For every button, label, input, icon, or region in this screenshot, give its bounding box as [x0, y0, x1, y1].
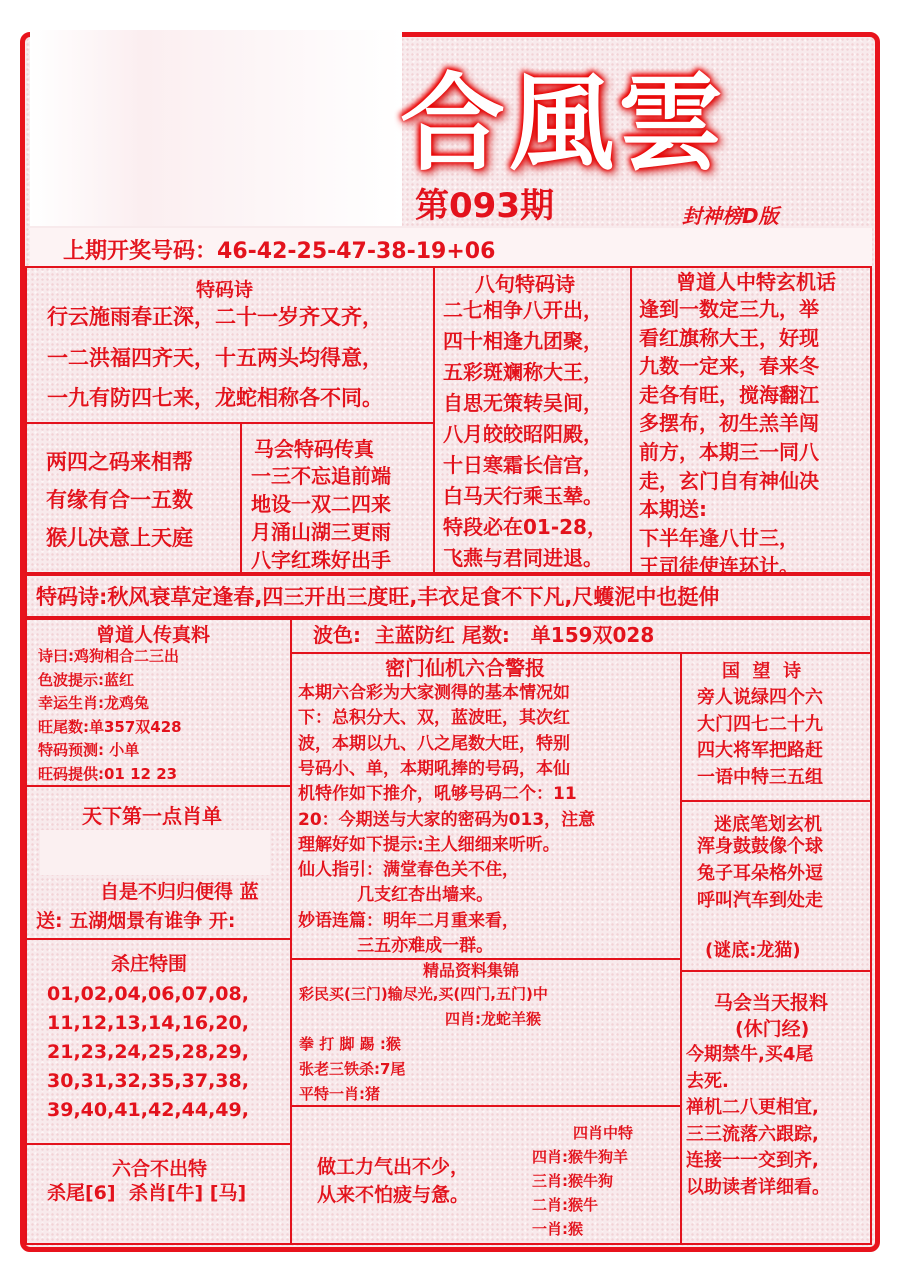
eight-line: 白马天行乘玉辇。	[443, 484, 603, 508]
zeng-line: 本期送:	[639, 497, 707, 522]
guowang-line: 大门四七二十九	[697, 713, 823, 735]
four-line: 三肖:猴牛狗	[532, 1172, 613, 1190]
eight-line: 五彩斑斓称大王，	[443, 360, 603, 384]
masked-area	[30, 30, 402, 226]
four-line: 二肖:猴牛	[532, 1196, 598, 1214]
zengfax-line: 幸运生肖:龙鸡兔	[38, 694, 149, 712]
poem2-line: 有缘有合一五数	[46, 488, 193, 512]
issue-number: 第093期	[415, 186, 554, 226]
eight-line: 飞燕与君同进退。	[443, 546, 603, 570]
secret-line: 仙人指引：满堂春色关不住，	[298, 860, 519, 881]
zeng-line: 王司徒使连环计。	[639, 554, 799, 579]
riddle-line: 兔子耳朵格外逗	[697, 863, 823, 884]
poem1-line: 一二洪福四齐天，十五两头均得意，	[47, 346, 383, 370]
jingpin-line: 彩民买(三门)输尽光,买(四门,五门)中	[299, 985, 548, 1003]
no-special-title: 六合不出特	[112, 1158, 208, 1180]
riddle-line: 浑身鼓鼓像个球	[697, 836, 823, 857]
zeng-line: 九数一定来，春来冬	[639, 354, 819, 379]
jingpin-line: 拳 打 脚 踢 :猴	[299, 1035, 401, 1053]
guowang-line: 旁人说绿四个六	[697, 687, 823, 708]
four-line: 四肖:猴牛狗羊	[532, 1148, 628, 1166]
last-draw-numbers: 46-42-25-47-38-19+06	[217, 239, 496, 264]
mahuiday-line: 以助读者详细看。	[686, 1176, 830, 1198]
jingpin-line: 张老三铁杀:7尾	[299, 1060, 406, 1078]
mahui-fax-line: 月涌山湖三更雨	[251, 520, 391, 544]
eight-line: 四十相逢九团聚，	[443, 329, 603, 353]
mahui-fax-line: 一三不忘追前端	[251, 464, 391, 488]
eight-line: 十日寒霜长信宫，	[443, 453, 603, 477]
zeng-line: 前方，本期三一同八	[639, 440, 819, 464]
zengfax-line: 旺尾数:单357双428	[38, 717, 182, 736]
kill-line: 30,31,32,35,37,38,	[47, 1070, 249, 1092]
mahuiday-line: 禅机二八更相宜,	[686, 1097, 819, 1118]
work-line: 做工力气出不少，	[317, 1156, 470, 1178]
mahui-day-title: 马会当天报料	[714, 992, 829, 1014]
guowang-title: 国 望 诗	[722, 661, 802, 682]
secret-line: 理解好如下提示:主人细细来听听。	[298, 834, 560, 855]
last-draw-label: 上期开奖号码：	[63, 239, 218, 264]
last-draw	[30, 228, 872, 266]
mahuiday-line: 去死.	[686, 1070, 729, 1092]
logo-title: 合風雲	[400, 61, 728, 185]
poem2-line: 两四之码来相帮	[46, 450, 193, 474]
secret-line: 妙语连篇：明年二月重来看，	[298, 910, 519, 931]
zeng-line: 看红旗称大王，好现	[639, 325, 819, 350]
eight-title: 八句特码诗	[475, 272, 575, 296]
four-title: 四肖中特	[573, 1124, 634, 1142]
kill-line: 21,23,24,25,28,29,	[47, 1041, 249, 1063]
secret-line: 下：总积分大、双，蓝波旺，其次红	[298, 708, 570, 729]
no-special-line: 杀尾[6] 杀肖[牛] [马]	[47, 1182, 247, 1204]
secret-line: 20：今期送与大家的密码为013，注意	[298, 809, 596, 830]
riddle-title: 迷底笔划玄机	[714, 814, 822, 835]
jingpin-line: 四肖:龙蛇羊猴	[445, 1010, 541, 1028]
mahui-fax-title: 马会特码传真	[254, 437, 374, 461]
mahui-fax-line: 地设一双二四来	[251, 492, 391, 516]
tianxia-line: 自是不归归便得 蓝	[100, 881, 259, 903]
poem1-line: 一九有防四七来，龙蛇相称各不同。	[47, 386, 383, 410]
secret-line: 本期六合彩为大家测得的基本情况如	[298, 683, 570, 703]
guowang-line: 一语中特三五组	[697, 766, 823, 788]
jingpin-line: 平特一肖:猪	[299, 1085, 380, 1103]
poem1-line: 行云施雨春正深，二十一岁齐又齐，	[47, 305, 383, 329]
eight-line: 二七相争八开出，	[443, 298, 603, 322]
zeng-line: 走各有旺，搅海翻江	[639, 382, 819, 407]
riddle-line: 呼叫汽车到处走	[697, 890, 823, 911]
zengfax-line: 特码预测: 小单	[38, 741, 140, 759]
kill-line: 11,12,13,14,16,20,	[47, 1012, 249, 1034]
wave-line: 波色: 主蓝防红 尾数: 单159双028	[313, 623, 655, 647]
four-line: 一肖:猴	[532, 1220, 583, 1238]
zengfax-line: 诗曰:鸡狗相合二三出	[38, 647, 179, 665]
jingpin-title: 精品资料集锦	[423, 961, 520, 980]
guowang-line: 四大将军把路赶	[697, 740, 823, 761]
work-line: 从来不怕疲与惫。	[317, 1184, 470, 1206]
mahuiday-line: 今期禁牛,买4尾	[686, 1044, 814, 1065]
riddle-answer: (谜底:龙猫)	[705, 940, 801, 961]
secret-line: 机特作如下推介，吼够号码二个：11	[298, 784, 577, 805]
poem2-line: 猴儿决意上天庭	[46, 526, 193, 550]
poem1-title: 特码诗	[196, 279, 254, 301]
tianxia-line: 送: 五湖烟景有谁争 开:	[36, 910, 236, 932]
zengfax-line: 旺码提供:01 12 23	[38, 764, 178, 783]
zeng-line: 多摆布，初生羔羊闯	[639, 411, 819, 436]
zeng-fax-title: 曾道人传真料	[96, 624, 211, 646]
secret-line: 几支红杏出墙来。	[298, 885, 494, 906]
kill-line: 39,40,41,42,44,49,	[47, 1099, 249, 1121]
zeng-line: 走，玄门自有神仙决	[639, 468, 819, 493]
mahuiday-line: 连接一一交到齐,	[686, 1150, 819, 1171]
secret-line: 号码小、单，本期吼捧的号码，本仙	[298, 758, 570, 779]
tianxia-title: 天下第一点肖单	[82, 804, 222, 828]
mahui-fax-line: 八字红珠好出手	[251, 548, 391, 572]
kill-line: 01,02,04,06,07,08,	[47, 983, 249, 1005]
secret-title: 密门仙机六合警报	[385, 656, 545, 680]
eight-line: 自思无策转吴间，	[443, 391, 603, 415]
zeng-line: 下半年逢八廿三，	[639, 525, 799, 550]
secret-line: 波，本期以九、八之尾数大旺，特别	[298, 733, 570, 754]
mahuiday-line: 三三流落六跟踪,	[686, 1123, 819, 1145]
eight-line: 八月皎皎昭阳殿，	[443, 422, 603, 446]
kill-title: 杀庄特围	[111, 953, 188, 975]
zeng-words-title: 曾道人中特玄机话	[676, 270, 836, 294]
zengfax-line: 色波提示:蓝红	[38, 670, 134, 689]
eight-line: 特段必在01-28，	[443, 515, 607, 539]
edition-label: 封神榜D版	[682, 204, 779, 228]
secret-line: 三五亦难成一群。	[298, 936, 494, 956]
masked-area	[40, 830, 270, 875]
banner-poem: 特码诗:秋风衰草定逢春,四三开出三度旺,丰衣足食不下凡,尺蠖泥中也挺伸	[36, 585, 720, 609]
zeng-line: 逢到一数定三九，举	[639, 297, 819, 321]
mahui-day-subtitle: (休门经)	[735, 1018, 810, 1040]
